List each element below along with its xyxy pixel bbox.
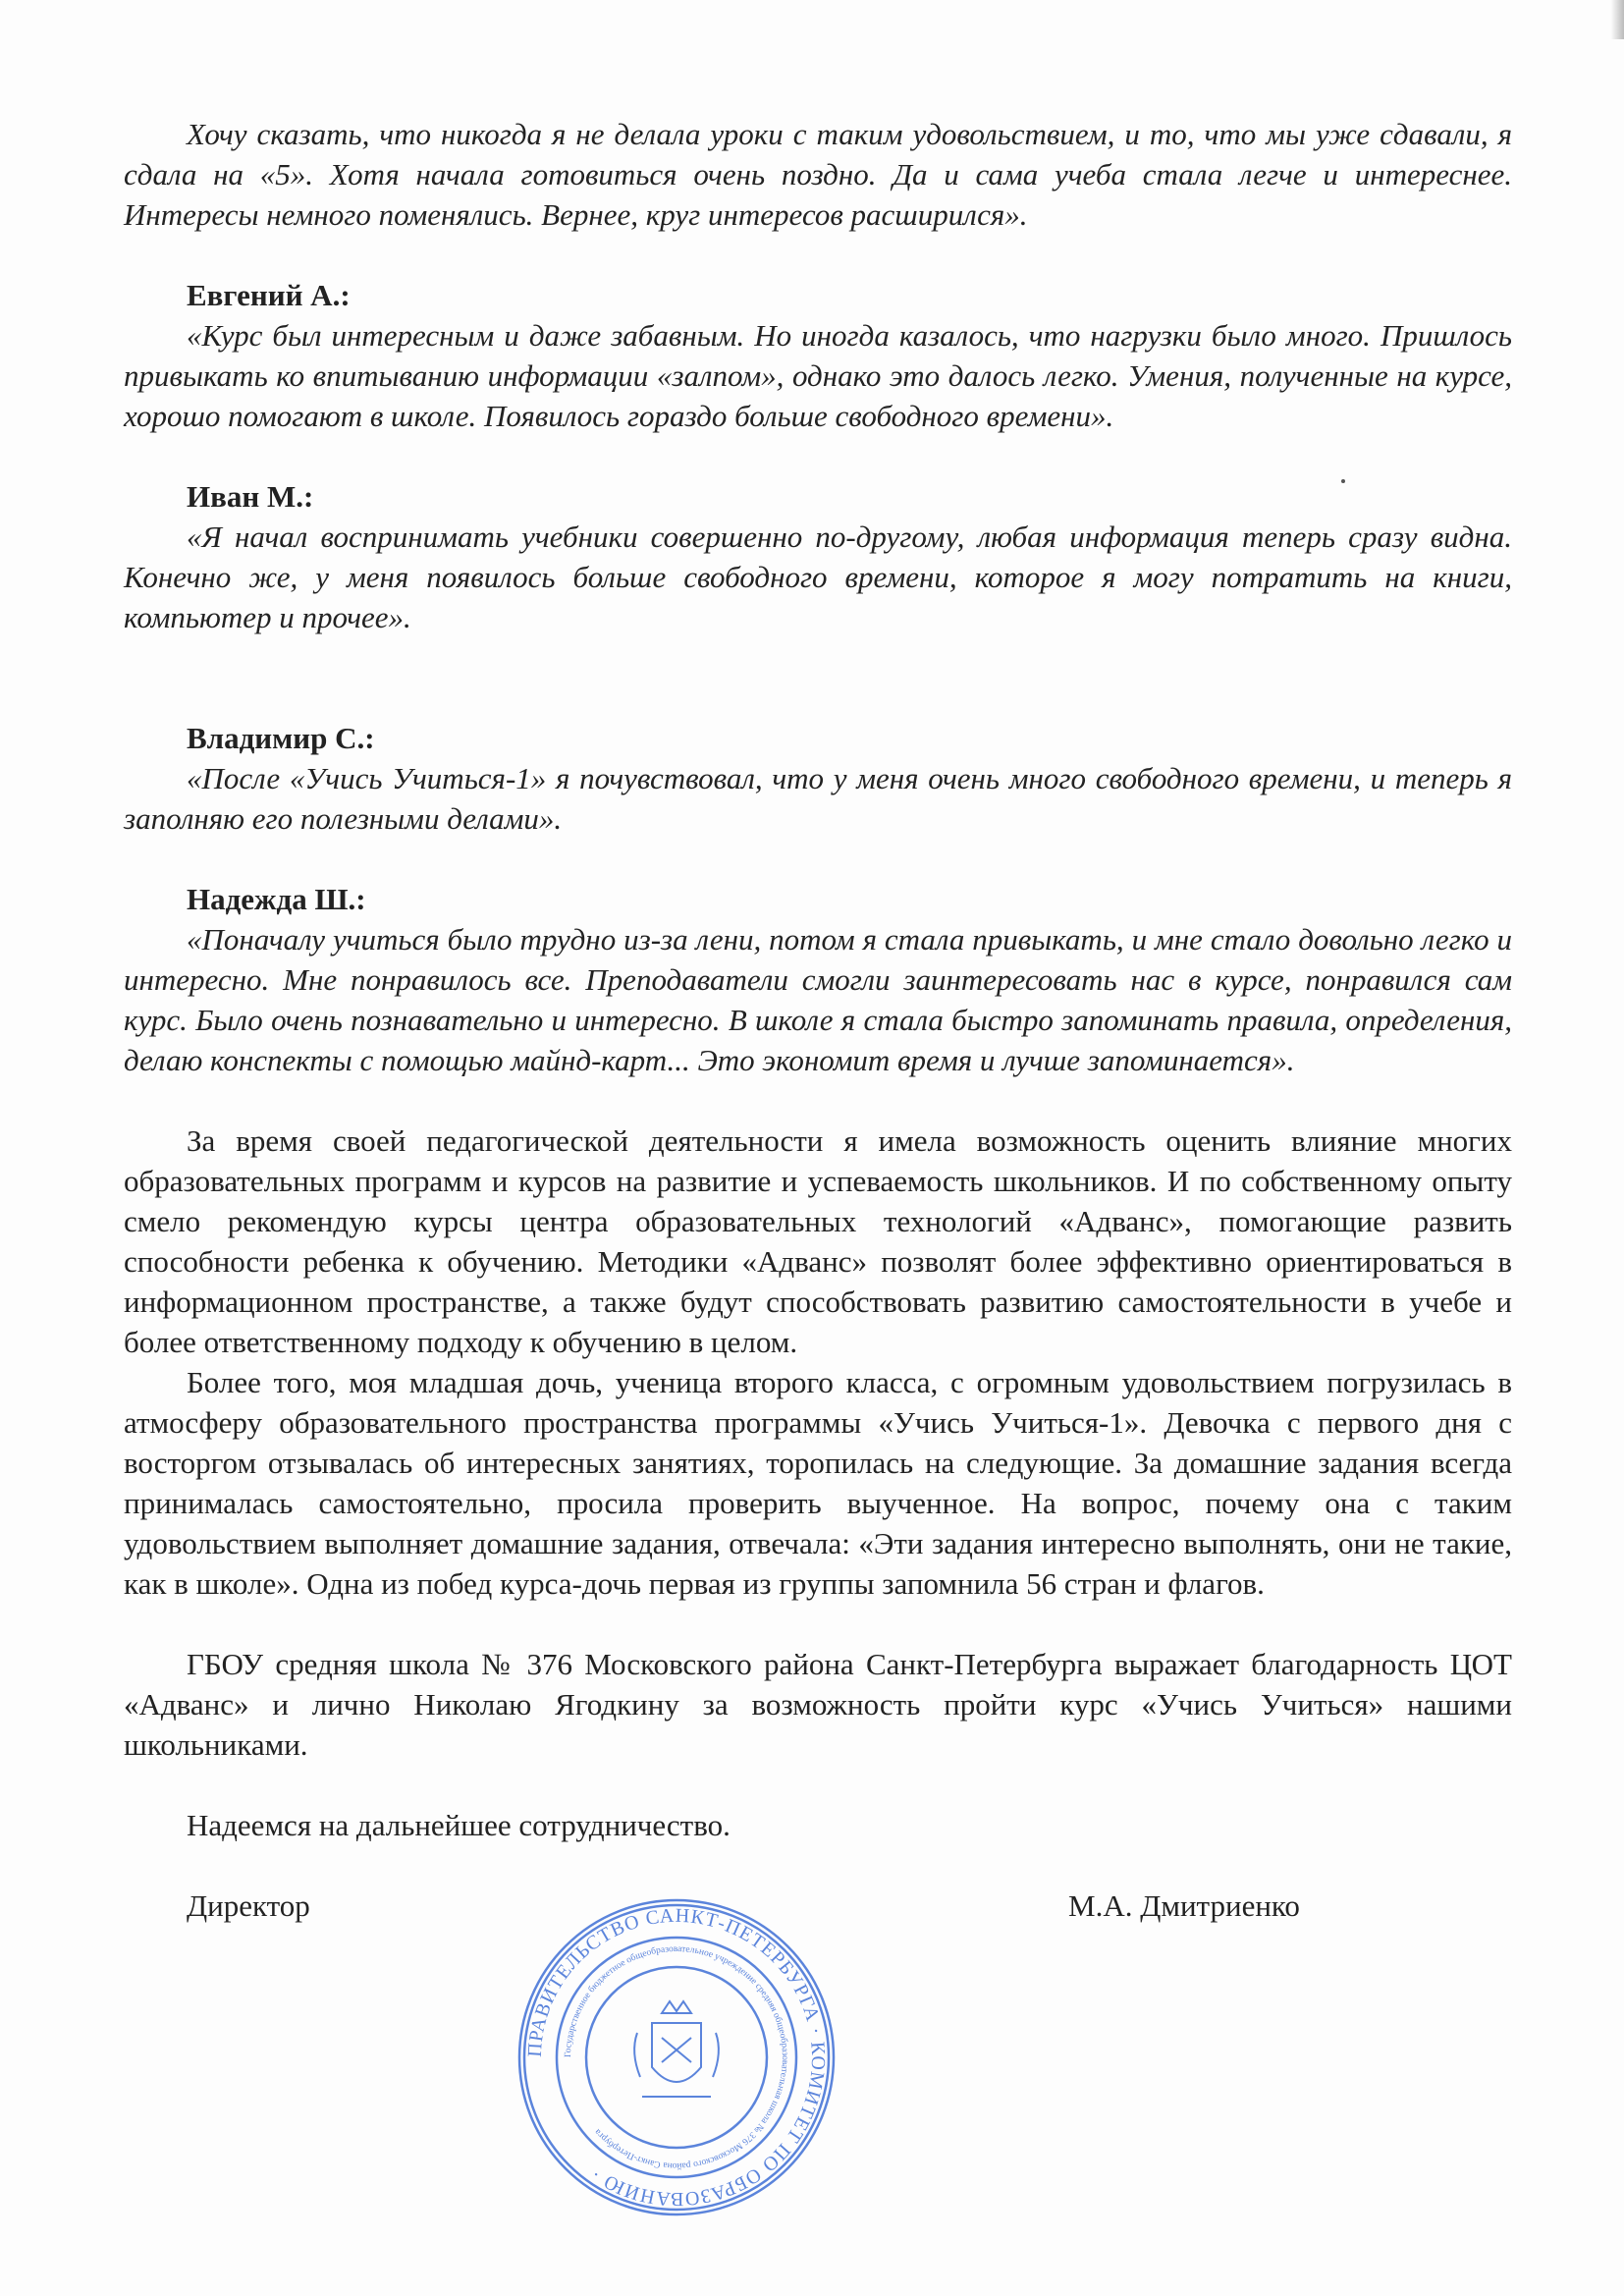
paragraph-gratitude: ГБОУ средняя школа № 376 Московского района Санкт-Петербурга выражает благодарность ЦОТ «Адванс» и лично Николаю Ягодкину за возможность пройти курс «Учись Учиться» нашими школьниками. <box>124 1647 1512 1762</box>
stamp-outer-text: ПРАВИТЕЛЬСТВО САНКТ-ПЕТЕРБУРГА · КОМИТЕТ ПО ОБРАЗОВАНИЮ · <box>523 1904 830 2211</box>
testimonial-text: «Я начал воспринимать учебники совершенно по-другому, любая информация теперь сразу видна. Конечно же, у меня появилось больше свободного времени, которое я могу потратить на книги, компьютер и прочее». <box>124 519 1512 634</box>
closing-line: Надеемся на дальнейшее сотрудничество. <box>187 1808 731 1842</box>
testimonial-name: Владимир С.: <box>187 721 375 755</box>
testimonial-text: «После «Учись Учиться-1» я почувствовал, что у меня очень много свободного времени, и теперь я заполняю его полезными делами». <box>124 761 1512 836</box>
testimonial-name: Евгений А.: <box>187 278 351 312</box>
coat-of-arms-emblem <box>634 2001 719 2097</box>
testimonial-name: Надежда Ш.: <box>187 882 366 916</box>
scan-edge-artifact <box>1610 0 1624 39</box>
testimonial-name: Иван М.: <box>187 479 314 514</box>
stamp-middle-ring <box>557 1938 796 2177</box>
testimonial-text: «Курс был интересным и даже забавным. Но иногда казалось, что нагрузки было много. Пришлось привыкать ко впитыванию информации «залпом», однако это далось легко. Умения, полученные на курсе, хорошо помогают в школе. Появилось гораздо больше свободного времени». <box>124 318 1512 433</box>
stamp-inner-text: Государственное бюджетное общеобразовательное учреждение средняя общеобразовательная школа № 376 Московского района Санкт-Петербурга <box>563 1943 790 2171</box>
stamp-inner-ring <box>586 1967 767 2148</box>
signature-name: М.А. Дмитриенко <box>1068 1888 1300 1923</box>
paragraph-daughter: Более того, моя младшая дочь, ученица второго класса, с огромным удовольствием погрузилась в атмосферу образовательного пространства программы «Учись Учиться-1». Девочка с первого дня с восторгом отзывалась об интересных занятиях, торопилась на следующие. За домашние задания всегда принималась самостоятельно, просила проверить выученное. На вопрос, почему она с таким удовольствием выполняет домашние задания, отвечала: «Эти задания интересно выполнять, они не такие, как в школе». Одна из побед курса-дочь первая из группы запомнила 56 стран и флагов. <box>124 1365 1512 1601</box>
intro-quote: Хочу сказать, что никогда я не делала уроки с таким удовольствием, и то, что мы уже сдавали, я сдала на «5». Хотя начала готовиться очень поздно. Да и сама учеба стала легче и интереснее. Интересы немного поменялись. Вернее, круг интересов расширился». <box>124 117 1512 232</box>
letter-body <box>124 114 1512 1926</box>
testimonial-text: «Поначалу учиться было трудно из-за лени, потом я стала привыкать, и мне стало довольно легко и интересно. Мне понравилось все. Преподаватели смогли заинтересовать нас в курсе, понравился сам курс. Было очень познавательно и интересно. В школе я стала быстро запоминать правила, определения, делаю конспекты с помощью майнд-карт... Это экономит время и лучше запоминается». <box>124 922 1512 1077</box>
paragraph-recommendation: За время своей педагогической деятельности я имела возможность оценить влияние многих образовательных программ и курсов на развитие и успеваемость школьников. И по собственному опыту смело рекомендую курсы центра образовательных технологий «Адванс», помогающие развить способности ребенка к обучению. Методики «Адванс» позволят более эффективно ориентироваться в информационном пространстве, а также будут способствовать развитию самостоятельности в учебе и более ответственному подходу к обучению в целом. <box>124 1123 1512 1359</box>
signature-role: Директор <box>187 1888 310 1923</box>
official-seal-stamp <box>514 1895 839 2219</box>
